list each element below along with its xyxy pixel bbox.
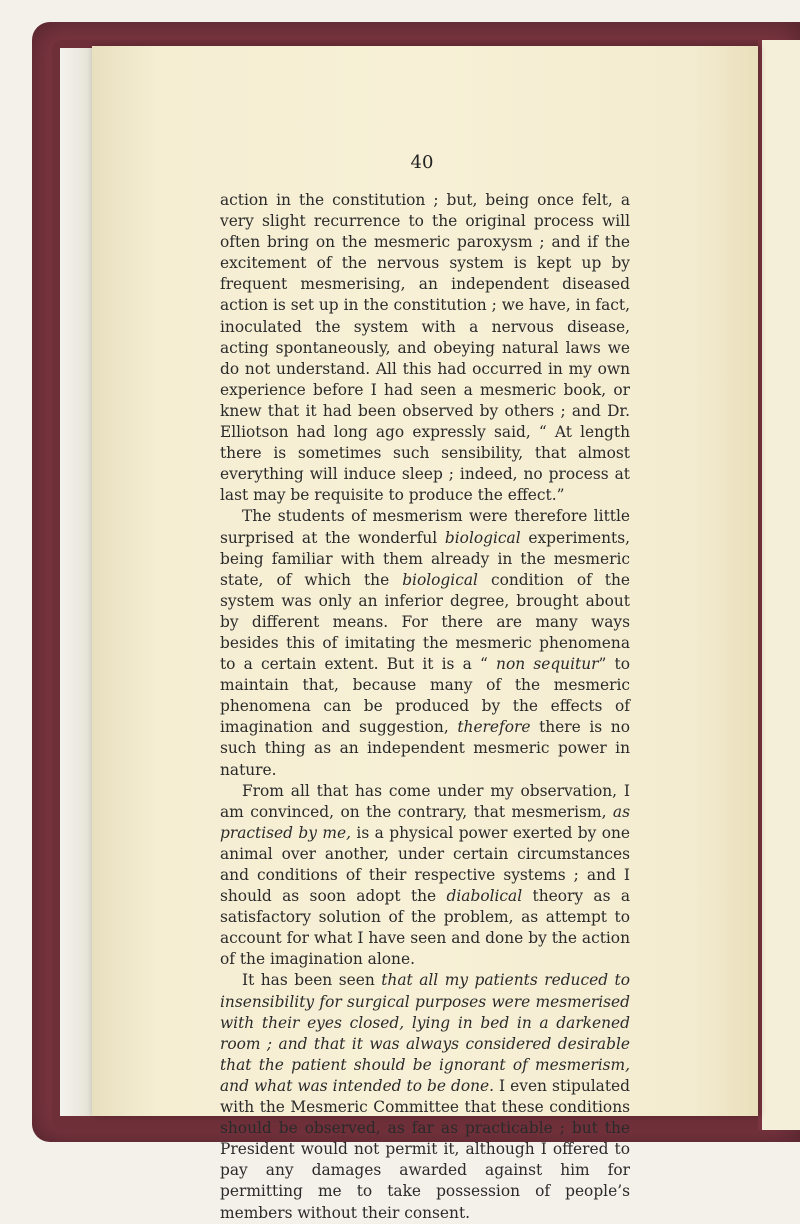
text-segment: there is no such thing as an independent mesmeric power in nature.	[220, 718, 630, 779]
paragraph	[220, 781, 630, 971]
text-segment: It has been seen	[242, 971, 382, 990]
text-segment: condition of the system was only an inferior degree, brought about by different means. For there are many ways besides this of imitating the mesmeric phenomena to a certain extent. But it is a “	[220, 570, 630, 674]
italic-segment: that all my patients reduced to insensibility for surgical purposes were mesmerised with their eyes closed, lying in bed in a darkened room ; and that it was always considered desirable that the patient should be ignorant of mesmerism, and what was intended to be done.	[220, 971, 630, 1095]
text-segment: The students of mesmerism were therefore little surprised at the wonderful	[220, 507, 630, 547]
text-segment: From all that has come under my observation, I am convinced, on the contrary, that mesmerism,	[220, 781, 630, 821]
paragraph	[220, 506, 630, 780]
text-segment: action in the constitution ; but, being once felt, a very slight recurrence to the original process will often bring on the mesmeric paroxysm ; and if the excitement of the nervous system is kept up by frequent mesmerising, an independent diseased action is set up in the constitution ; we have, in fact, inoculated the system with a nervous disease, acting spontaneously, and obeying natural laws we do not understand. All this had occurred in my own experience before I had seen a mesmeric book, or knew that it had been observed by others ; and Dr. Elliotson had long ago expressly said, “ At length there is sometimes such sensibility, that almost everything will induce sleep ; indeed, no process at last may be requisite to produce the effect.”	[220, 191, 630, 505]
italic-segment: as practised by me,	[220, 802, 630, 842]
text-segment: experiments, being familiar with them already in the mesmeric state, of which the	[220, 528, 631, 589]
body-text	[220, 190, 630, 1224]
italic-segment: biological	[444, 528, 521, 547]
text-segment: theory as a satisfactory solution of the problem, as attempt to account for what I have seen and done by the action of the imagination alone.	[220, 887, 631, 969]
paragraph	[220, 970, 630, 1223]
italic-segment: non sequitur	[496, 655, 599, 674]
text-segment: is a physical power exerted by one animal over another, under certain circumstances and conditions of their respective systems ; and I should as soon adopt the	[220, 823, 630, 906]
facing-page-strip	[762, 40, 800, 1130]
page-number: 40	[410, 152, 434, 173]
italic-segment: therefore	[457, 718, 531, 737]
text-segment: I even stipulated with the Mesmeric Committee that these conditions should be observed, as far as practicable ; but the President would not permit it, although I offered to pay any damages awarded against him for permitting me to take possession of people’s members without their consent.	[220, 1076, 630, 1222]
italic-segment: biological	[402, 570, 478, 589]
text-segment: ” to maintain that, because many of the mesmeric phenomena can be produced by the effects of imagination and suggestion,	[220, 655, 630, 737]
paragraph	[220, 190, 630, 506]
italic-segment: diabolical	[446, 887, 523, 906]
